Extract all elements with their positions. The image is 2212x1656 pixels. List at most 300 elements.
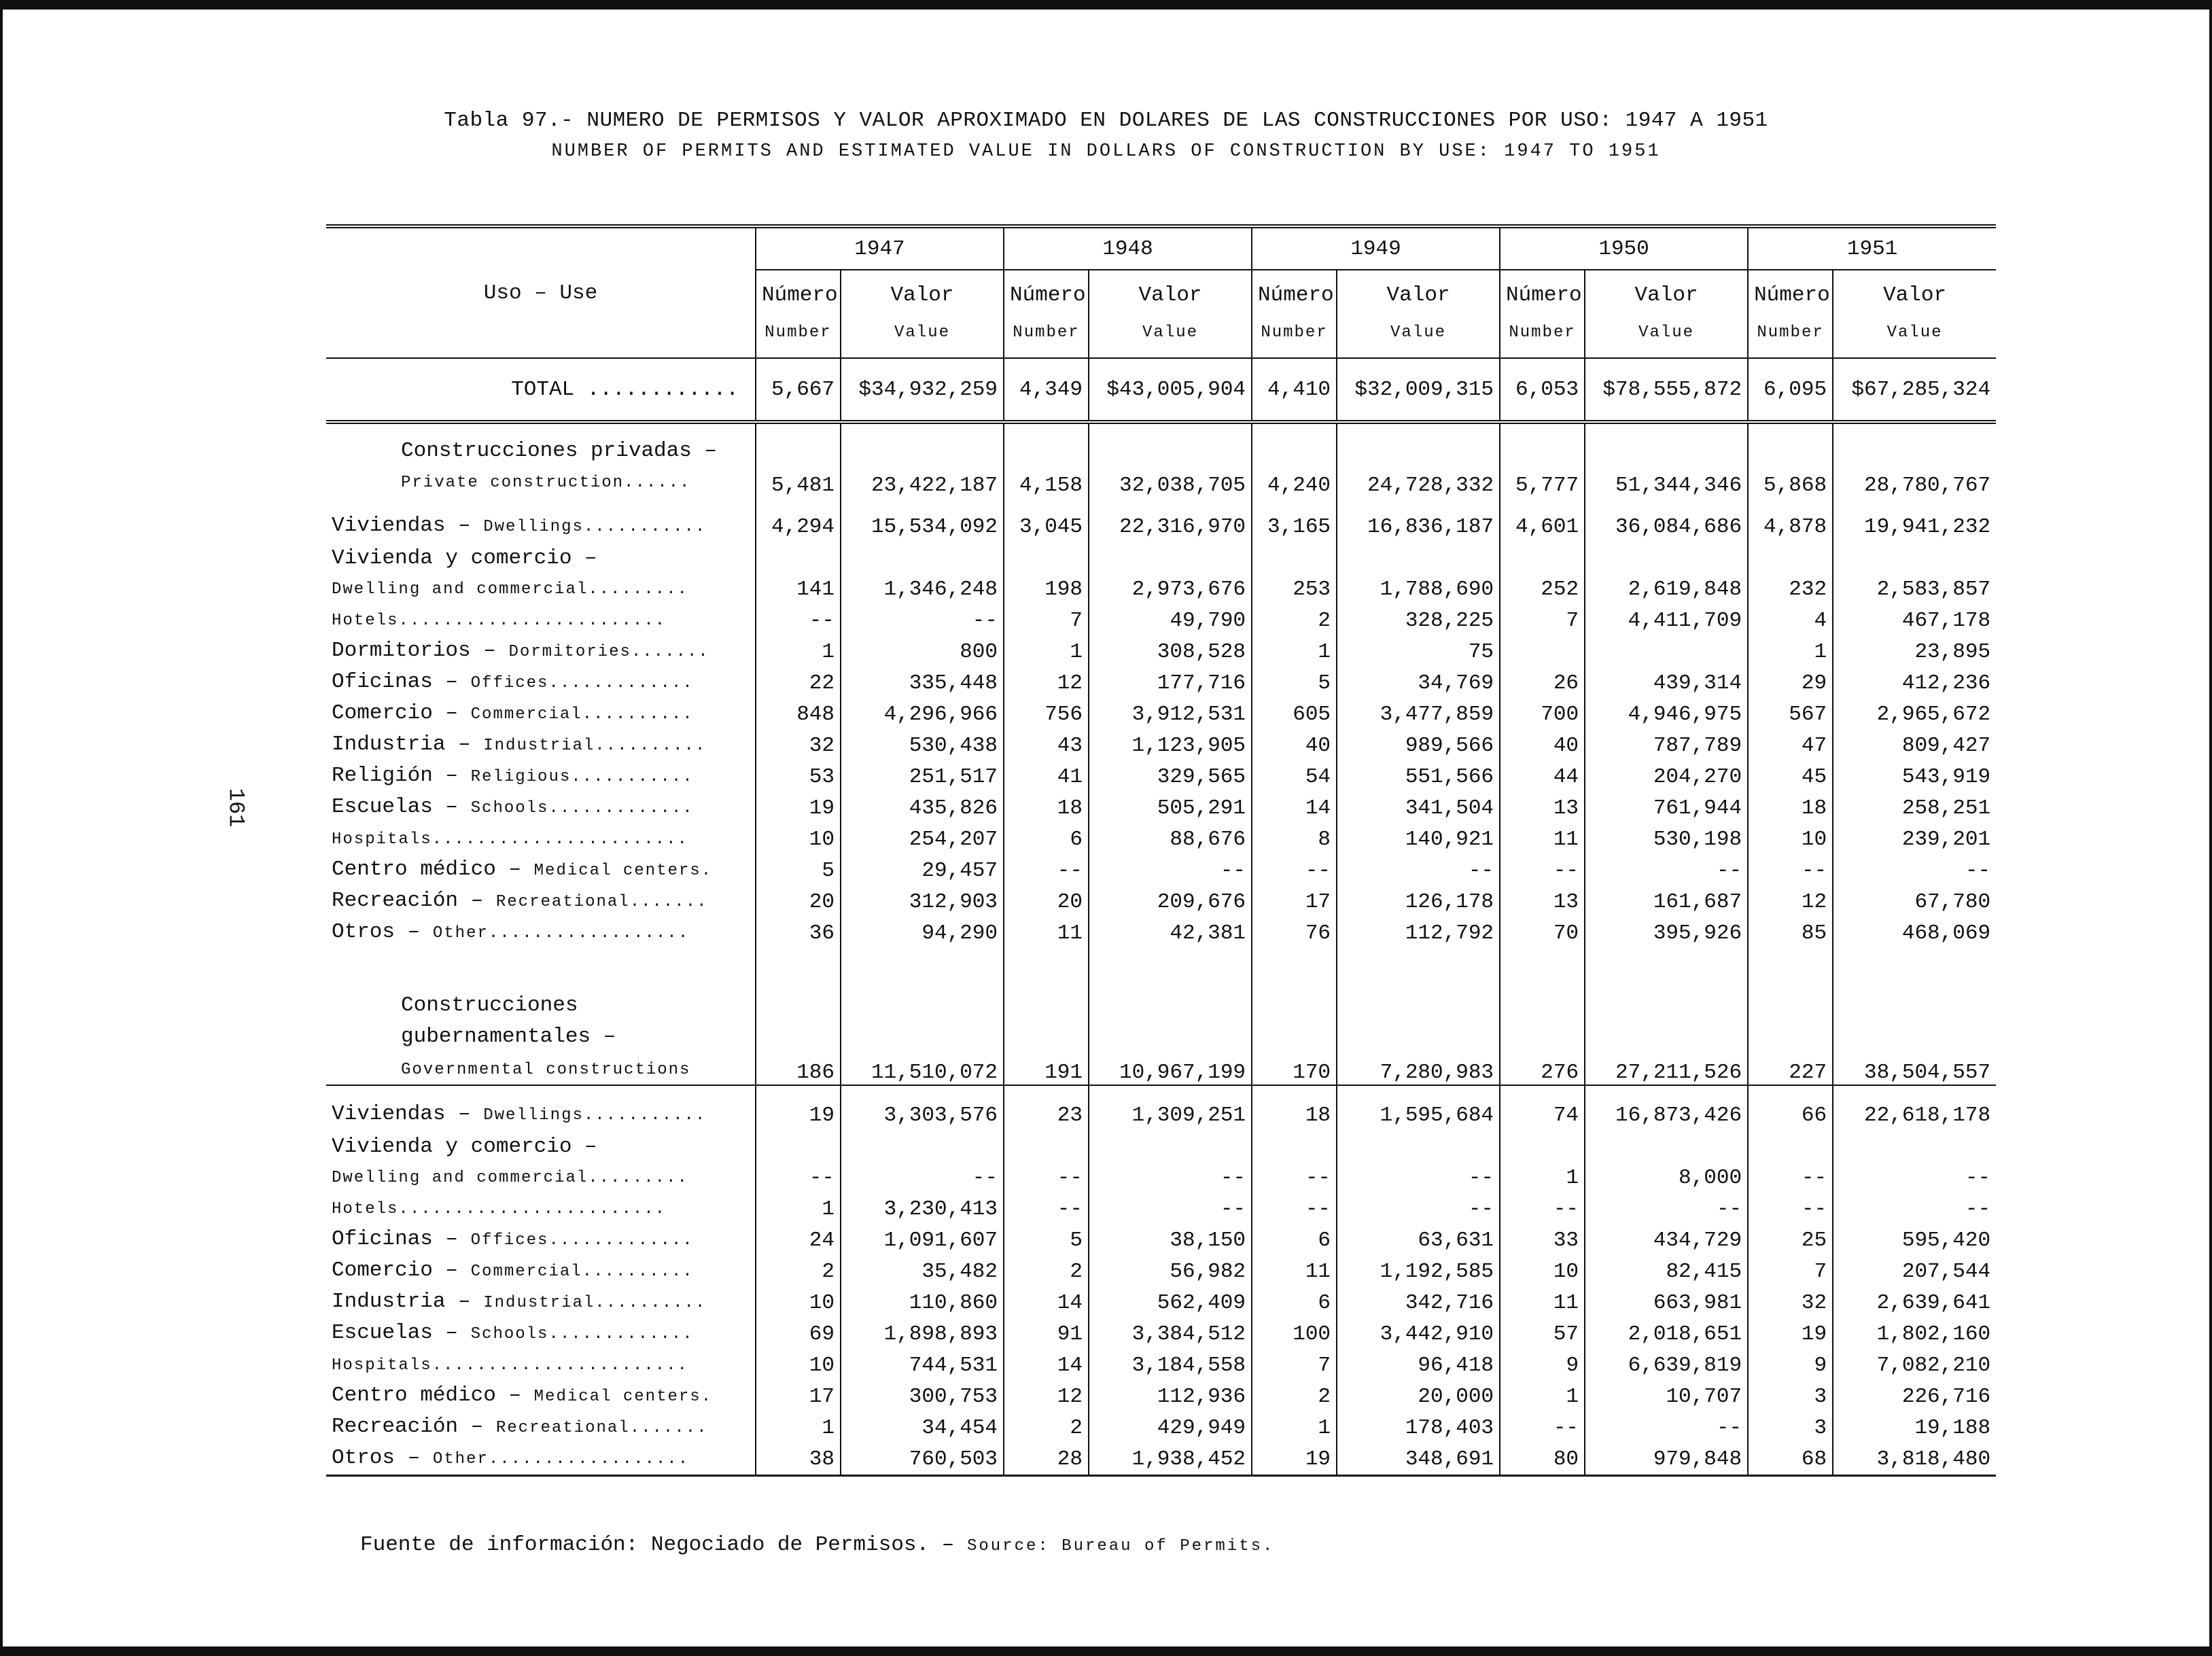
number-cell: 18 xyxy=(1252,1099,1337,1131)
row-label-en: Dwellings........... xyxy=(483,518,707,536)
number-header: Number xyxy=(765,323,832,342)
row-label-en: Dwelling and commercial......... xyxy=(332,580,688,599)
numero-header: Número xyxy=(1258,283,1334,308)
value-cell: 551,566 xyxy=(1337,761,1500,792)
row-label xyxy=(326,1287,756,1318)
total-cell: $32,009,315 xyxy=(1337,358,1500,422)
value-cell: 94,290 xyxy=(841,917,1004,949)
number-cell: 18 xyxy=(1748,792,1833,824)
value-cell: 112,792 xyxy=(1337,917,1500,949)
number-cell: 3,165 xyxy=(1252,511,1337,542)
row-label xyxy=(326,699,756,730)
number-cell: 252 xyxy=(1500,574,1585,605)
row-label-en: Recreational....... xyxy=(495,893,708,911)
value-cell: 1,595,684 xyxy=(1337,1099,1500,1131)
row-label-en: Schools............. xyxy=(470,1325,694,1343)
value-cell: 760,503 xyxy=(841,1443,1004,1476)
row-label xyxy=(326,1350,756,1381)
number-cell: 17 xyxy=(756,1381,841,1412)
value-cell xyxy=(1585,542,1748,574)
number-cell: 9 xyxy=(1748,1350,1833,1381)
number-cell: 40 xyxy=(1252,730,1337,761)
valor-header: Valor xyxy=(1634,283,1698,308)
number-cell: -- xyxy=(756,605,841,636)
value-cell: 2,583,857 xyxy=(1833,574,1996,605)
number-cell: -- xyxy=(1004,855,1089,886)
number-cell: 57 xyxy=(1500,1318,1585,1350)
value-cell: 22,618,178 xyxy=(1833,1099,1996,1131)
number-cell: 3,045 xyxy=(1004,511,1089,542)
row-label xyxy=(326,1381,756,1412)
row-label xyxy=(326,542,756,574)
section-cell: 27,211,526 xyxy=(1585,976,1748,1085)
numero-header: Número xyxy=(1506,283,1582,308)
value-cell: 251,517 xyxy=(841,761,1004,792)
row-label xyxy=(326,574,756,605)
number-cell: 253 xyxy=(1252,574,1337,605)
row-label-es: Oficinas – xyxy=(332,1227,459,1251)
number-cell: 1 xyxy=(1500,1381,1585,1412)
number-cell: 8 xyxy=(1252,824,1337,855)
row-label-es: Escuelas – xyxy=(332,795,459,819)
value-cell: 435,826 xyxy=(841,792,1004,824)
number-cell xyxy=(756,1131,841,1162)
number-cell: 7 xyxy=(1748,1256,1833,1287)
row-label xyxy=(326,1256,756,1287)
value-cell xyxy=(1337,542,1500,574)
number-cell: 6 xyxy=(1004,824,1089,855)
number-cell: 20 xyxy=(756,886,841,917)
section-label-es: gubernamentales – xyxy=(401,1025,616,1049)
number-cell: 1 xyxy=(756,1193,841,1225)
value-cell: 595,420 xyxy=(1833,1225,1996,1256)
row-label xyxy=(326,667,756,699)
value-cell: 800 xyxy=(841,636,1004,667)
number-cell: -- xyxy=(1004,1193,1089,1225)
row-label-es: Dormitorios – xyxy=(332,639,496,663)
table-row xyxy=(326,730,1996,761)
value-cell: 505,291 xyxy=(1089,792,1252,824)
row-label-en: Hospitals....................... xyxy=(332,1356,688,1375)
value-cell: 530,198 xyxy=(1585,824,1748,855)
value-cell: 2,965,672 xyxy=(1833,699,1996,730)
table-row xyxy=(326,1350,1996,1381)
row-label xyxy=(326,761,756,792)
number-cell: 22 xyxy=(756,667,841,699)
number-cell: 3 xyxy=(1748,1381,1833,1412)
row-label xyxy=(326,605,756,636)
value-cell: 49,790 xyxy=(1089,605,1252,636)
row-label-en: Dwellings........... xyxy=(483,1106,707,1125)
source-footer xyxy=(360,1533,1274,1557)
number-cell: -- xyxy=(1252,1162,1337,1193)
value-cell: 429,949 xyxy=(1089,1412,1252,1443)
value-cell: 239,201 xyxy=(1833,824,1996,855)
row-label-en: Commercial.......... xyxy=(470,705,694,724)
total-cell: $78,555,872 xyxy=(1585,358,1748,422)
section-label xyxy=(326,976,756,1085)
table-row xyxy=(326,511,1996,542)
value-cell: -- xyxy=(1337,855,1500,886)
section-cell: 276 xyxy=(1500,976,1585,1085)
value-cell: 209,676 xyxy=(1089,886,1252,917)
value-cell: -- xyxy=(841,605,1004,636)
table-row xyxy=(326,667,1996,699)
source-english: Source: Bureau of Permits. xyxy=(966,1537,1275,1555)
number-cell: 80 xyxy=(1500,1443,1585,1476)
number-cell: 9 xyxy=(1500,1350,1585,1381)
valor-header: Valor xyxy=(1883,283,1947,308)
row-label xyxy=(326,1443,756,1476)
value-cell: 348,691 xyxy=(1337,1443,1500,1476)
value-cell xyxy=(1089,1131,1252,1162)
number-cell: 20 xyxy=(1004,886,1089,917)
number-cell: 1 xyxy=(1252,636,1337,667)
number-cell: 4,294 xyxy=(756,511,841,542)
value-cell: 312,903 xyxy=(841,886,1004,917)
value-cell: 96,418 xyxy=(1337,1350,1500,1381)
number-cell: 198 xyxy=(1004,574,1089,605)
row-label-es: Escuelas – xyxy=(332,1321,459,1345)
number-cell: 76 xyxy=(1252,917,1337,949)
row-label xyxy=(326,1412,756,1443)
row-label-en: Hotels........................ xyxy=(332,612,667,630)
number-cell: 33 xyxy=(1500,1225,1585,1256)
number-cell: 7 xyxy=(1500,605,1585,636)
value-header: Value xyxy=(1886,323,1943,342)
section-cell: 38,504,557 xyxy=(1833,976,1996,1085)
value-cell: 178,403 xyxy=(1337,1412,1500,1443)
row-label xyxy=(326,1193,756,1225)
section-cell: 24,728,332 xyxy=(1337,422,1500,497)
value-cell: 3,442,910 xyxy=(1337,1318,1500,1350)
row-label xyxy=(326,855,756,886)
value-cell: 468,069 xyxy=(1833,917,1996,949)
table-row xyxy=(326,761,1996,792)
value-cell: 989,566 xyxy=(1337,730,1500,761)
number-cell: -- xyxy=(1500,855,1585,886)
value-cell: 1,788,690 xyxy=(1337,574,1500,605)
number-cell: 1 xyxy=(1004,636,1089,667)
value-cell: 467,178 xyxy=(1833,605,1996,636)
section-label-en: Governmental constructions xyxy=(401,1060,691,1079)
number-cell: 6 xyxy=(1252,1225,1337,1256)
number-cell: 10 xyxy=(1500,1256,1585,1287)
value-cell: 36,084,686 xyxy=(1585,511,1748,542)
value-cell: 204,270 xyxy=(1585,761,1748,792)
number-cell xyxy=(1500,1131,1585,1162)
number-cell: 12 xyxy=(1004,1381,1089,1412)
number-cell: 10 xyxy=(756,824,841,855)
value-cell: -- xyxy=(1089,1162,1252,1193)
table-row xyxy=(326,824,1996,855)
value-cell: 38,150 xyxy=(1089,1225,1252,1256)
row-label xyxy=(326,824,756,855)
number-cell: 74 xyxy=(1500,1099,1585,1131)
value-cell: 1,938,452 xyxy=(1089,1443,1252,1476)
value-cell: 3,477,859 xyxy=(1337,699,1500,730)
number-cell: 4 xyxy=(1748,605,1833,636)
section-cell: 170 xyxy=(1252,976,1337,1085)
value-cell: 23,895 xyxy=(1833,636,1996,667)
row-label-es: Recreación – xyxy=(332,889,484,913)
value-cell: 112,936 xyxy=(1089,1381,1252,1412)
table-row xyxy=(326,574,1996,605)
value-cell: -- xyxy=(1833,855,1996,886)
value-cell: -- xyxy=(1833,1193,1996,1225)
value-cell: 10,707 xyxy=(1585,1381,1748,1412)
table-row xyxy=(326,636,1996,667)
value-cell: 82,415 xyxy=(1585,1256,1748,1287)
section-cell: 4,240 xyxy=(1252,422,1337,497)
number-header: Number xyxy=(1509,323,1576,342)
value-cell: 308,528 xyxy=(1089,636,1252,667)
row-label-en: Recreational....... xyxy=(495,1419,708,1437)
number-cell: 10 xyxy=(756,1287,841,1318)
section-label-en: Private construction...... xyxy=(401,474,691,493)
value-cell: -- xyxy=(1585,1193,1748,1225)
number-cell xyxy=(1252,1131,1337,1162)
number-cell xyxy=(1748,542,1833,574)
value-cell: 75 xyxy=(1337,636,1500,667)
value-cell: 1,346,248 xyxy=(841,574,1004,605)
number-cell: 1 xyxy=(1500,1162,1585,1193)
value-cell: 2,018,651 xyxy=(1585,1318,1748,1350)
value-cell: 1,123,905 xyxy=(1089,730,1252,761)
number-cell: 2 xyxy=(1252,1381,1337,1412)
row-label-es: Vivienda y comercio – xyxy=(332,546,597,570)
row-label-en: Other.................. xyxy=(432,924,690,942)
table-row xyxy=(326,699,1996,730)
value-cell: 543,919 xyxy=(1833,761,1996,792)
page-number: 161 xyxy=(223,788,249,828)
section-cell: 4,158 xyxy=(1004,422,1089,497)
number-cell: 1 xyxy=(1748,636,1833,667)
value-cell xyxy=(1585,636,1748,667)
total-cell: 6,095 xyxy=(1748,358,1833,422)
year-header: 1948 xyxy=(1004,226,1252,270)
number-cell: 1 xyxy=(1252,1412,1337,1443)
total-cell: 4,349 xyxy=(1004,358,1089,422)
value-cell: 434,729 xyxy=(1585,1225,1748,1256)
value-cell: 439,314 xyxy=(1585,667,1748,699)
number-cell: 12 xyxy=(1004,667,1089,699)
value-cell: 979,848 xyxy=(1585,1443,1748,1476)
number-cell: 36 xyxy=(756,917,841,949)
number-cell: 25 xyxy=(1748,1225,1833,1256)
number-cell: 23 xyxy=(1004,1099,1089,1131)
number-header: Number xyxy=(1013,323,1080,342)
value-cell: 341,504 xyxy=(1337,792,1500,824)
section-label xyxy=(326,422,756,497)
number-cell: 756 xyxy=(1004,699,1089,730)
number-header: Number xyxy=(1757,323,1824,342)
value-cell: 395,926 xyxy=(1585,917,1748,949)
row-label xyxy=(326,636,756,667)
table-row xyxy=(326,1318,1996,1350)
value-cell: 16,836,187 xyxy=(1337,511,1500,542)
total-cell: $43,005,904 xyxy=(1089,358,1252,422)
table-row xyxy=(326,792,1996,824)
number-cell: 11 xyxy=(1004,917,1089,949)
section-cell: 227 xyxy=(1748,976,1833,1085)
row-label-en: Medical centers. xyxy=(533,1388,713,1406)
value-cell: 530,438 xyxy=(841,730,1004,761)
number-cell: 40 xyxy=(1500,730,1585,761)
table-row xyxy=(326,1443,1996,1476)
row-label xyxy=(326,1318,756,1350)
row-label-en: Hotels........................ xyxy=(332,1200,667,1218)
row-label-en: Dormitories....... xyxy=(508,643,709,661)
value-cell: 1,802,160 xyxy=(1833,1318,1996,1350)
section-cell: 11,510,072 xyxy=(841,976,1004,1085)
row-label-es: Oficinas – xyxy=(332,670,459,694)
value-cell: -- xyxy=(1337,1162,1500,1193)
valor-header: Valor xyxy=(1138,283,1202,308)
number-cell: 2 xyxy=(1004,1412,1089,1443)
value-cell: 4,296,966 xyxy=(841,699,1004,730)
value-header: Value xyxy=(1638,323,1695,342)
row-label-es: Otros – xyxy=(332,920,421,944)
number-cell: 13 xyxy=(1500,886,1585,917)
number-cell: 47 xyxy=(1748,730,1833,761)
value-cell: -- xyxy=(841,1162,1004,1193)
number-cell: 19 xyxy=(1252,1443,1337,1476)
number-cell: 53 xyxy=(756,761,841,792)
numero-header: Número xyxy=(1010,283,1086,308)
number-cell: 232 xyxy=(1748,574,1833,605)
table-row xyxy=(326,886,1996,917)
row-label xyxy=(326,1131,756,1162)
total-cell: 6,053 xyxy=(1500,358,1585,422)
table-title-english: NUMBER OF PERMITS AND ESTIMATED VALUE IN DOLLARS OF CONSTRUCTION BY USE: 1947 TO 1951 xyxy=(551,141,1661,162)
value-cell xyxy=(1089,542,1252,574)
number-cell: 100 xyxy=(1252,1318,1337,1350)
row-label-es: Industria – xyxy=(332,733,471,756)
row-label-en: Industrial.......... xyxy=(483,737,707,755)
value-cell: -- xyxy=(1585,855,1748,886)
value-cell: 34,769 xyxy=(1337,667,1500,699)
number-cell: 4,601 xyxy=(1500,511,1585,542)
number-cell: 19 xyxy=(1748,1318,1833,1350)
value-cell: 140,921 xyxy=(1337,824,1500,855)
row-label-en: Dwelling and commercial......... xyxy=(332,1169,688,1187)
section-label-es: Construcciones xyxy=(401,993,578,1017)
table-row xyxy=(326,1193,1996,1225)
number-cell: 32 xyxy=(756,730,841,761)
number-cell: 10 xyxy=(756,1350,841,1381)
row-label-es: Comercio – xyxy=(332,701,459,725)
row-label-en: Schools............. xyxy=(470,799,694,817)
row-label-en: Religious........... xyxy=(470,768,694,786)
row-label-es: Vivienda y comercio – xyxy=(332,1135,597,1159)
number-cell: 70 xyxy=(1500,917,1585,949)
value-cell: -- xyxy=(1585,1412,1748,1443)
section-cell: 191 xyxy=(1004,976,1089,1085)
number-cell xyxy=(1004,542,1089,574)
value-cell: 29,457 xyxy=(841,855,1004,886)
value-cell: 6,639,819 xyxy=(1585,1350,1748,1381)
value-cell: 3,912,531 xyxy=(1089,699,1252,730)
number-cell: 12 xyxy=(1748,886,1833,917)
table-row xyxy=(326,605,1996,636)
table-row xyxy=(326,1412,1996,1443)
table-row xyxy=(326,917,1996,949)
table-row xyxy=(326,1225,1996,1256)
row-label-es: Industria – xyxy=(332,1290,471,1314)
number-cell: 45 xyxy=(1748,761,1833,792)
value-cell: 809,427 xyxy=(1833,730,1996,761)
number-cell xyxy=(1500,542,1585,574)
value-cell: 3,184,558 xyxy=(1089,1350,1252,1381)
row-label-es: Viviendas – xyxy=(332,514,471,538)
value-cell: 126,178 xyxy=(1337,886,1500,917)
row-label-es: Recreación – xyxy=(332,1415,484,1439)
total-cell: 4,410 xyxy=(1252,358,1337,422)
table-row xyxy=(326,855,1996,886)
value-cell: 663,981 xyxy=(1585,1287,1748,1318)
year-header: 1950 xyxy=(1500,226,1748,270)
number-cell: 66 xyxy=(1748,1099,1833,1131)
number-cell: 2 xyxy=(756,1256,841,1287)
value-cell: 1,898,893 xyxy=(841,1318,1004,1350)
number-cell: 43 xyxy=(1004,730,1089,761)
section-cell: 5,777 xyxy=(1500,422,1585,497)
value-cell: -- xyxy=(1089,1193,1252,1225)
private-construction-row xyxy=(326,422,1996,497)
row-label-es: Viviendas – xyxy=(332,1102,471,1126)
number-cell: 28 xyxy=(1004,1443,1089,1476)
value-header: Value xyxy=(894,323,951,342)
number-cell: 5 xyxy=(1252,667,1337,699)
row-label xyxy=(326,1225,756,1256)
number-cell: 29 xyxy=(1748,667,1833,699)
value-cell: 67,780 xyxy=(1833,886,1996,917)
number-cell: 11 xyxy=(1252,1256,1337,1287)
value-cell: 787,789 xyxy=(1585,730,1748,761)
value-cell: 4,946,975 xyxy=(1585,699,1748,730)
row-label xyxy=(326,917,756,949)
value-cell: 226,716 xyxy=(1833,1381,1996,1412)
value-cell: 562,409 xyxy=(1089,1287,1252,1318)
number-cell: 13 xyxy=(1500,792,1585,824)
number-cell: 19 xyxy=(756,1099,841,1131)
table-row xyxy=(326,1131,1996,1162)
value-cell: 16,873,426 xyxy=(1585,1099,1748,1131)
permits-table xyxy=(326,224,1996,1477)
value-cell: 20,000 xyxy=(1337,1381,1500,1412)
value-cell: 42,381 xyxy=(1089,917,1252,949)
value-cell: 335,448 xyxy=(841,667,1004,699)
value-cell: 56,982 xyxy=(1089,1256,1252,1287)
total-cell: 5,667 xyxy=(756,358,841,422)
number-cell: -- xyxy=(756,1162,841,1193)
row-label-es: Centro médico – xyxy=(332,1384,522,1407)
value-cell: 328,225 xyxy=(1337,605,1500,636)
number-cell: 69 xyxy=(756,1318,841,1350)
row-label-es: Religión – xyxy=(332,764,459,788)
number-cell: 567 xyxy=(1748,699,1833,730)
number-cell: 1 xyxy=(756,636,841,667)
number-cell xyxy=(1004,1131,1089,1162)
number-cell: 11 xyxy=(1500,1287,1585,1318)
value-cell: 88,676 xyxy=(1089,824,1252,855)
table-row xyxy=(326,1256,1996,1287)
number-cell xyxy=(756,542,841,574)
value-cell: 8,000 xyxy=(1585,1162,1748,1193)
value-cell: 412,236 xyxy=(1833,667,1996,699)
number-cell: -- xyxy=(1252,1193,1337,1225)
